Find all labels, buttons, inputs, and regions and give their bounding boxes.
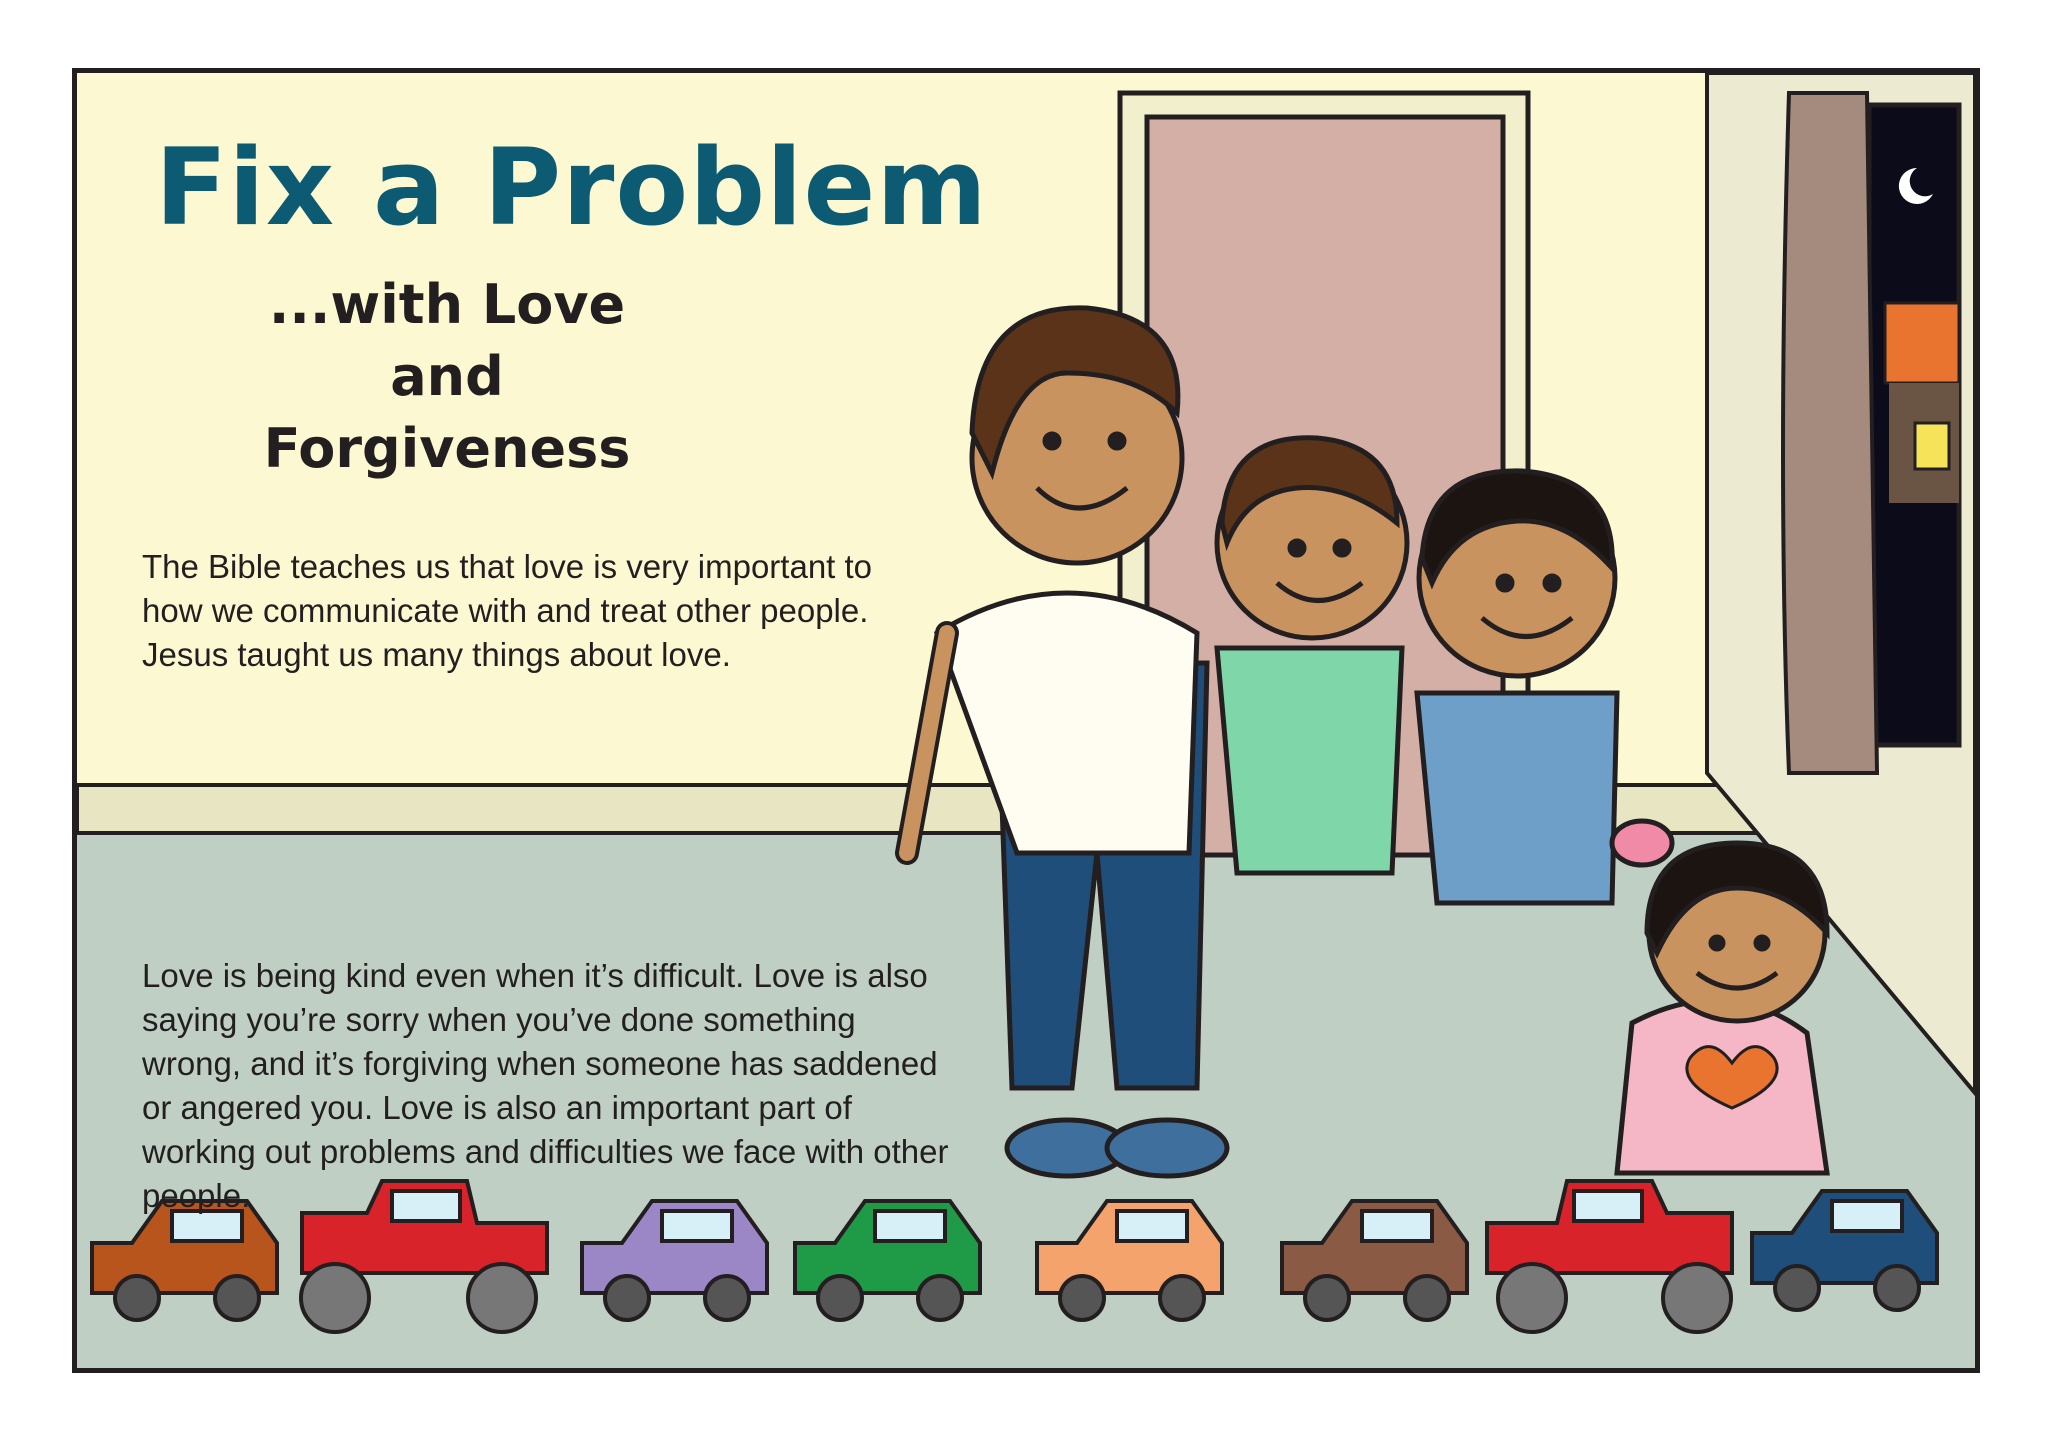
curtain <box>1783 93 1877 773</box>
roof <box>1885 303 1959 383</box>
love-paragraph: Love is being kind even when it’s difficult. Love is also saying you’re sorry when you’ve done something wrong, and it’s forgiving when someone has saddened or angered you. Love is also an important part of working out problems and difficulties we face with other people. <box>142 957 949 1214</box>
page-frame <box>72 68 1980 1373</box>
page-title: Fix a Problem <box>155 126 988 249</box>
page-subtitle <box>207 269 687 485</box>
subtitle-line-2: Forgiveness <box>263 417 631 480</box>
intro-paragraph: The Bible teaches us that love is very important to how we communicate with and treat other people. Jesus taught us many things about love. <box>142 548 873 673</box>
subtitle-line-1: ...with Love and <box>268 273 626 408</box>
boy-green-pajamas <box>1217 438 1407 873</box>
lit-window <box>1915 423 1949 469</box>
